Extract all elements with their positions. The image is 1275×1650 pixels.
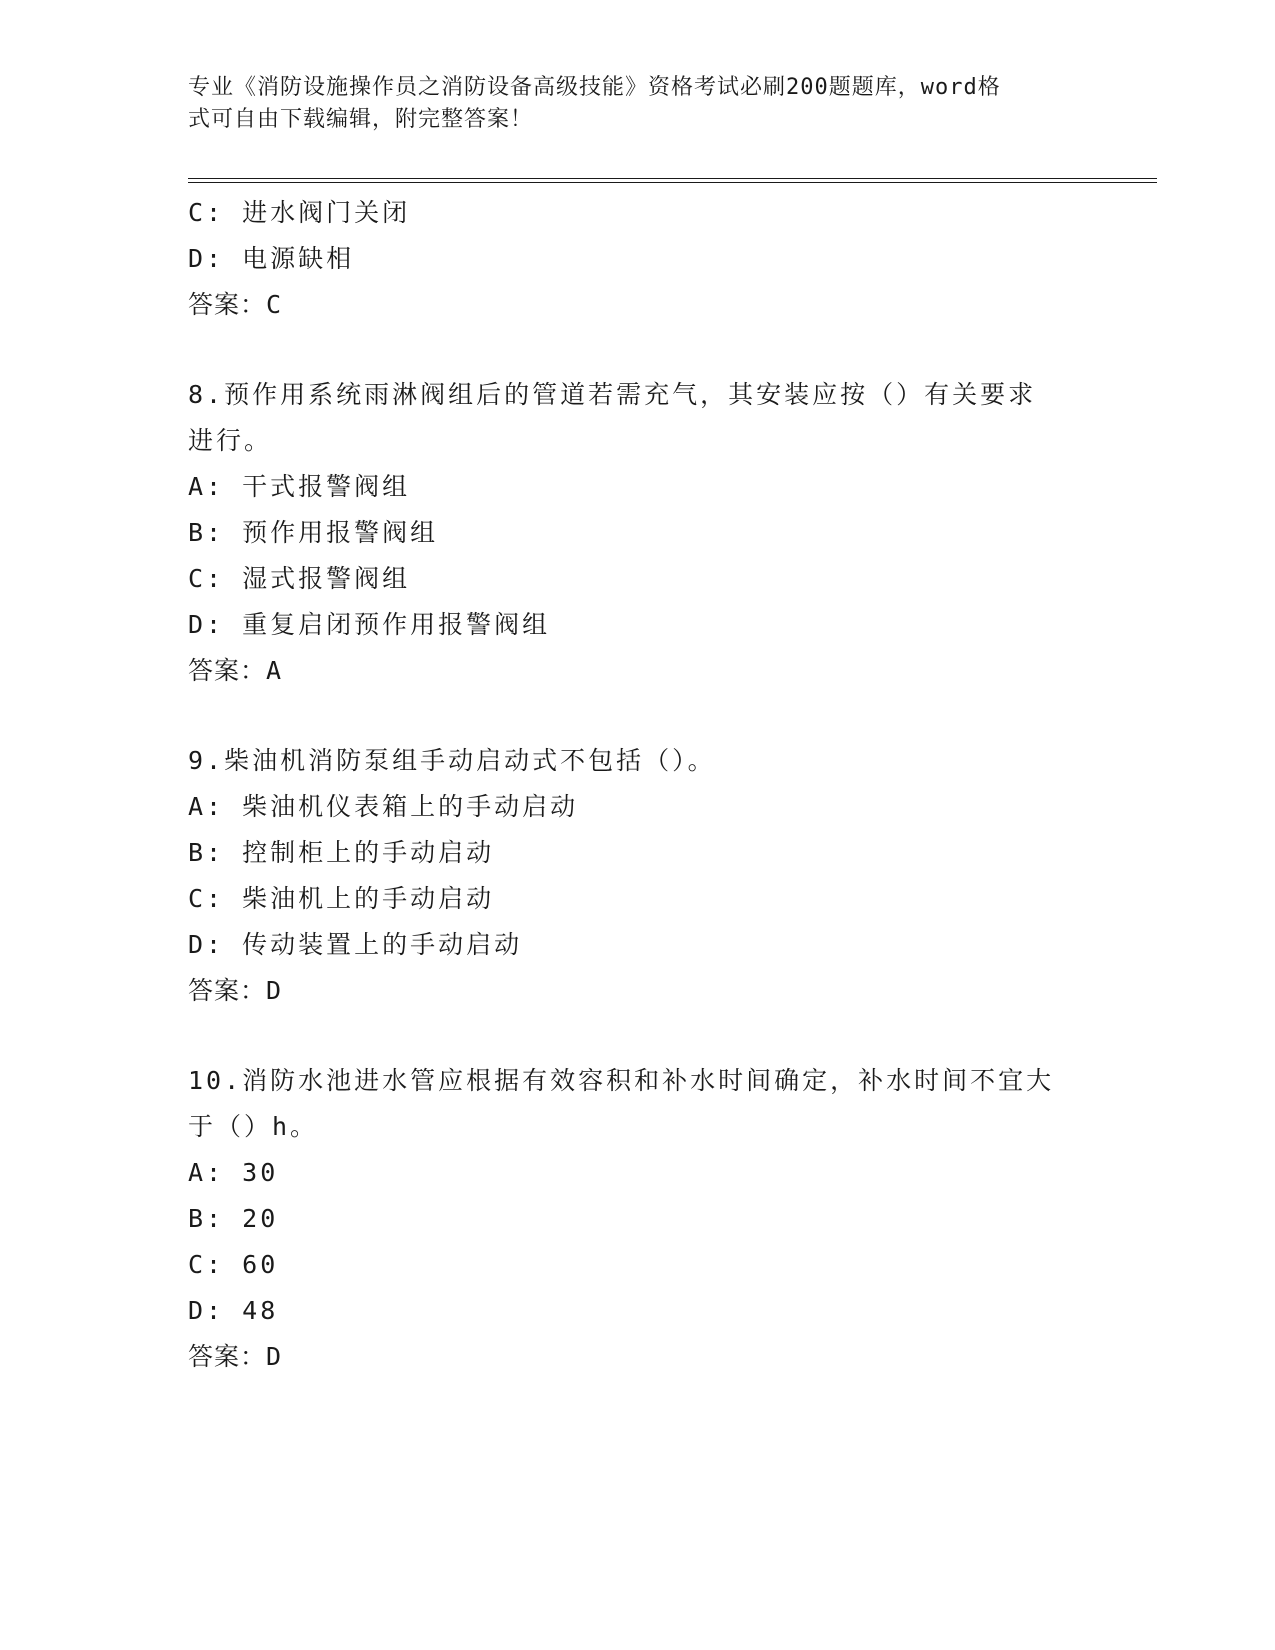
question-stem-line: 10.消防水池进水管应根据有效容积和补水时间确定，补水时间不宜大 [188, 1066, 1055, 1095]
answer-value: C [266, 290, 283, 319]
option-d: D: 电源缺相 [188, 244, 355, 273]
answer-value: D [266, 976, 283, 1005]
header-title-line-2: 式可自由下载编辑，附完整答案！ [188, 107, 534, 132]
spacer [188, 328, 1088, 372]
option-a: A: 干式报警阀组 [188, 472, 411, 501]
answer-line [188, 1334, 1088, 1380]
question-block-9 [188, 738, 1088, 1014]
option-c: C: 湿式报警阀组 [188, 564, 411, 593]
option-a: A: 30 [188, 1158, 279, 1187]
page-header [188, 72, 1068, 136]
spacer [188, 1014, 1088, 1058]
option-b: B: 20 [188, 1204, 279, 1233]
question-stem-line: 8.预作用系统雨淋阀组后的管道若需充气，其安装应按（）有关要求 [188, 380, 1037, 409]
option-c: C: 60 [188, 1250, 279, 1279]
answer-label: 答案： [188, 656, 267, 685]
header-title-line-1: 专业《消防设施操作员之消防设备高级技能》资格考试必刷200题题库，word格 [188, 75, 1001, 100]
spacer [188, 694, 1088, 738]
option-b: B: 控制柜上的手动启动 [188, 838, 495, 867]
header-divider [188, 178, 1157, 183]
question-stem-line: 进行。 [188, 426, 273, 455]
question-list [188, 190, 1088, 1380]
answer-label: 答案： [188, 1342, 267, 1371]
option-c: C: 柴油机上的手动启动 [188, 884, 495, 913]
answer-line [188, 282, 1088, 328]
question-block-8 [188, 372, 1088, 694]
question-block-continued [188, 190, 1088, 328]
option-a: A: 柴油机仪表箱上的手动启动 [188, 792, 579, 821]
option-c: C: 进水阀门关闭 [188, 198, 411, 227]
answer-value: A [266, 656, 283, 685]
question-block-10 [188, 1058, 1088, 1380]
option-d: D: 重复启闭预作用报警阀组 [188, 610, 551, 639]
answer-label: 答案： [188, 290, 267, 319]
question-stem-line: 9.柴油机消防泵组手动启动式不包括（）。 [188, 746, 716, 775]
option-b: B: 预作用报警阀组 [188, 518, 439, 547]
answer-label: 答案： [188, 976, 267, 1005]
answer-line [188, 968, 1088, 1014]
option-d: D: 48 [188, 1296, 279, 1325]
answer-value: D [266, 1342, 283, 1371]
question-stem-line: 于（）h。 [188, 1112, 319, 1141]
option-d: D: 传动装置上的手动启动 [188, 930, 523, 959]
answer-line [188, 648, 1088, 694]
